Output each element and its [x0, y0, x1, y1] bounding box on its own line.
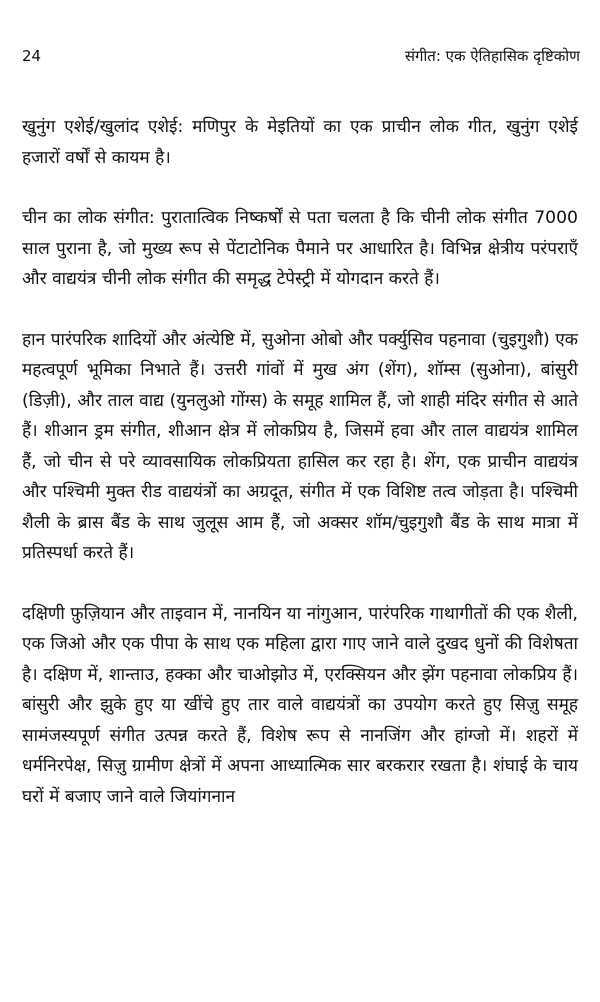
paragraph-china-folk-music: चीन का लोक संगीत: पुरातात्विक निष्कर्षों से पता चलता है कि चीनी लोक संगीत 7000 साल पुराना है, जो मुख्य रूप से पेंटाटोनिक पैमाने पर आधारित है। विभिन्न क्षेत्रीय परंपराएँ और वाद्ययंत्र चीनी लोक संगीत की समृद्ध टेपेस्ट्री में योगदान करते हैं।	[22, 208, 578, 289]
running-title: संगीत: एक ऐतिहासिक दृष्टिकोण	[404, 47, 580, 65]
paragraph-southern-fujian: दक्षिणी फ़ुज़ियान और ताइवान में, नानयिन या नांगुआन, पारंपरिक गाथागीतों की एक शैली, एक जिओ और एक पीपा के साथ एक महिला द्वारा गाए जाने वाले दुखद धुनों की विशेषता है। दक्षिण में, शान्ताउ, हक्का और चाओझोउ में, एरक्सियन और झेंग पहनावा लोकप्रिय हैं। बांसुरी और झुके हुए या खींचे हुए तार वाले वाद्ययंत्रों का उपयोग करते हुए सिज़ु समूह सामंजस्यपूर्ण संगीत उत्पन्न करते हैं, विशेष रूप से नानजिंग और हांग्जो में। शहरों में धर्मनिरपेक्ष, सिज़ु ग्रामीण क्षेत्रों में अपना आध्यात्मिक सार बरकरार रखता है। शंघाई के चाय घरों में बजाए जाने वाले जियांगनान	[22, 603, 578, 807]
paragraph-han-weddings: हान पारंपरिक शादियों और अंत्येष्टि में, सुओना ओबो और पर्क्युसिव पहनावा (चुइगुशौ) एक महत्वपूर्ण भूमिका निभाते हैं। उत्तरी गांवों में मुख अंग (शेंग), शॉम्स (सुओना), बांसुरी (डिज़ी), और ताल वाद्य (युनलुओ गोंग्स) के समूह शामिल हैं, जो शाही मंदिर संगीत से आते हैं। शीआन ड्रम संगीत, शीआन क्षेत्र में लोकप्रिय है, जिसमें हवा और ताल वाद्ययंत्र शामिल हैं, जो चीन से परे व्यावसायिक लोकप्रियता हासिल कर रहा है। शेंग, एक प्राचीन वाद्ययंत्र और पश्चिमी मुक्त रीड वाद्ययंत्रों का अग्रदूत, संगीत में एक विशिष्ट तत्व जोड़ता है। पश्चिमी शैली के ब्रास बैंड के साथ जुलूस आम हैं, जो अक्सर शॉम/चुइगुशौ बैंड के साथ मात्रा में प्रतिस्पर्धा करते हैं।	[22, 329, 578, 563]
paragraph-khunung-eshei: खुनुंग एशेई/खुलांद एशेई: मणिपुर के मेइतियों का एक प्राचीन लोक गीत, खुनुंग एशेई हजारों वर्षों से कायम है।	[22, 117, 578, 168]
page-header	[22, 46, 580, 66]
page-number: 24	[22, 47, 42, 65]
page-body	[22, 112, 578, 842]
